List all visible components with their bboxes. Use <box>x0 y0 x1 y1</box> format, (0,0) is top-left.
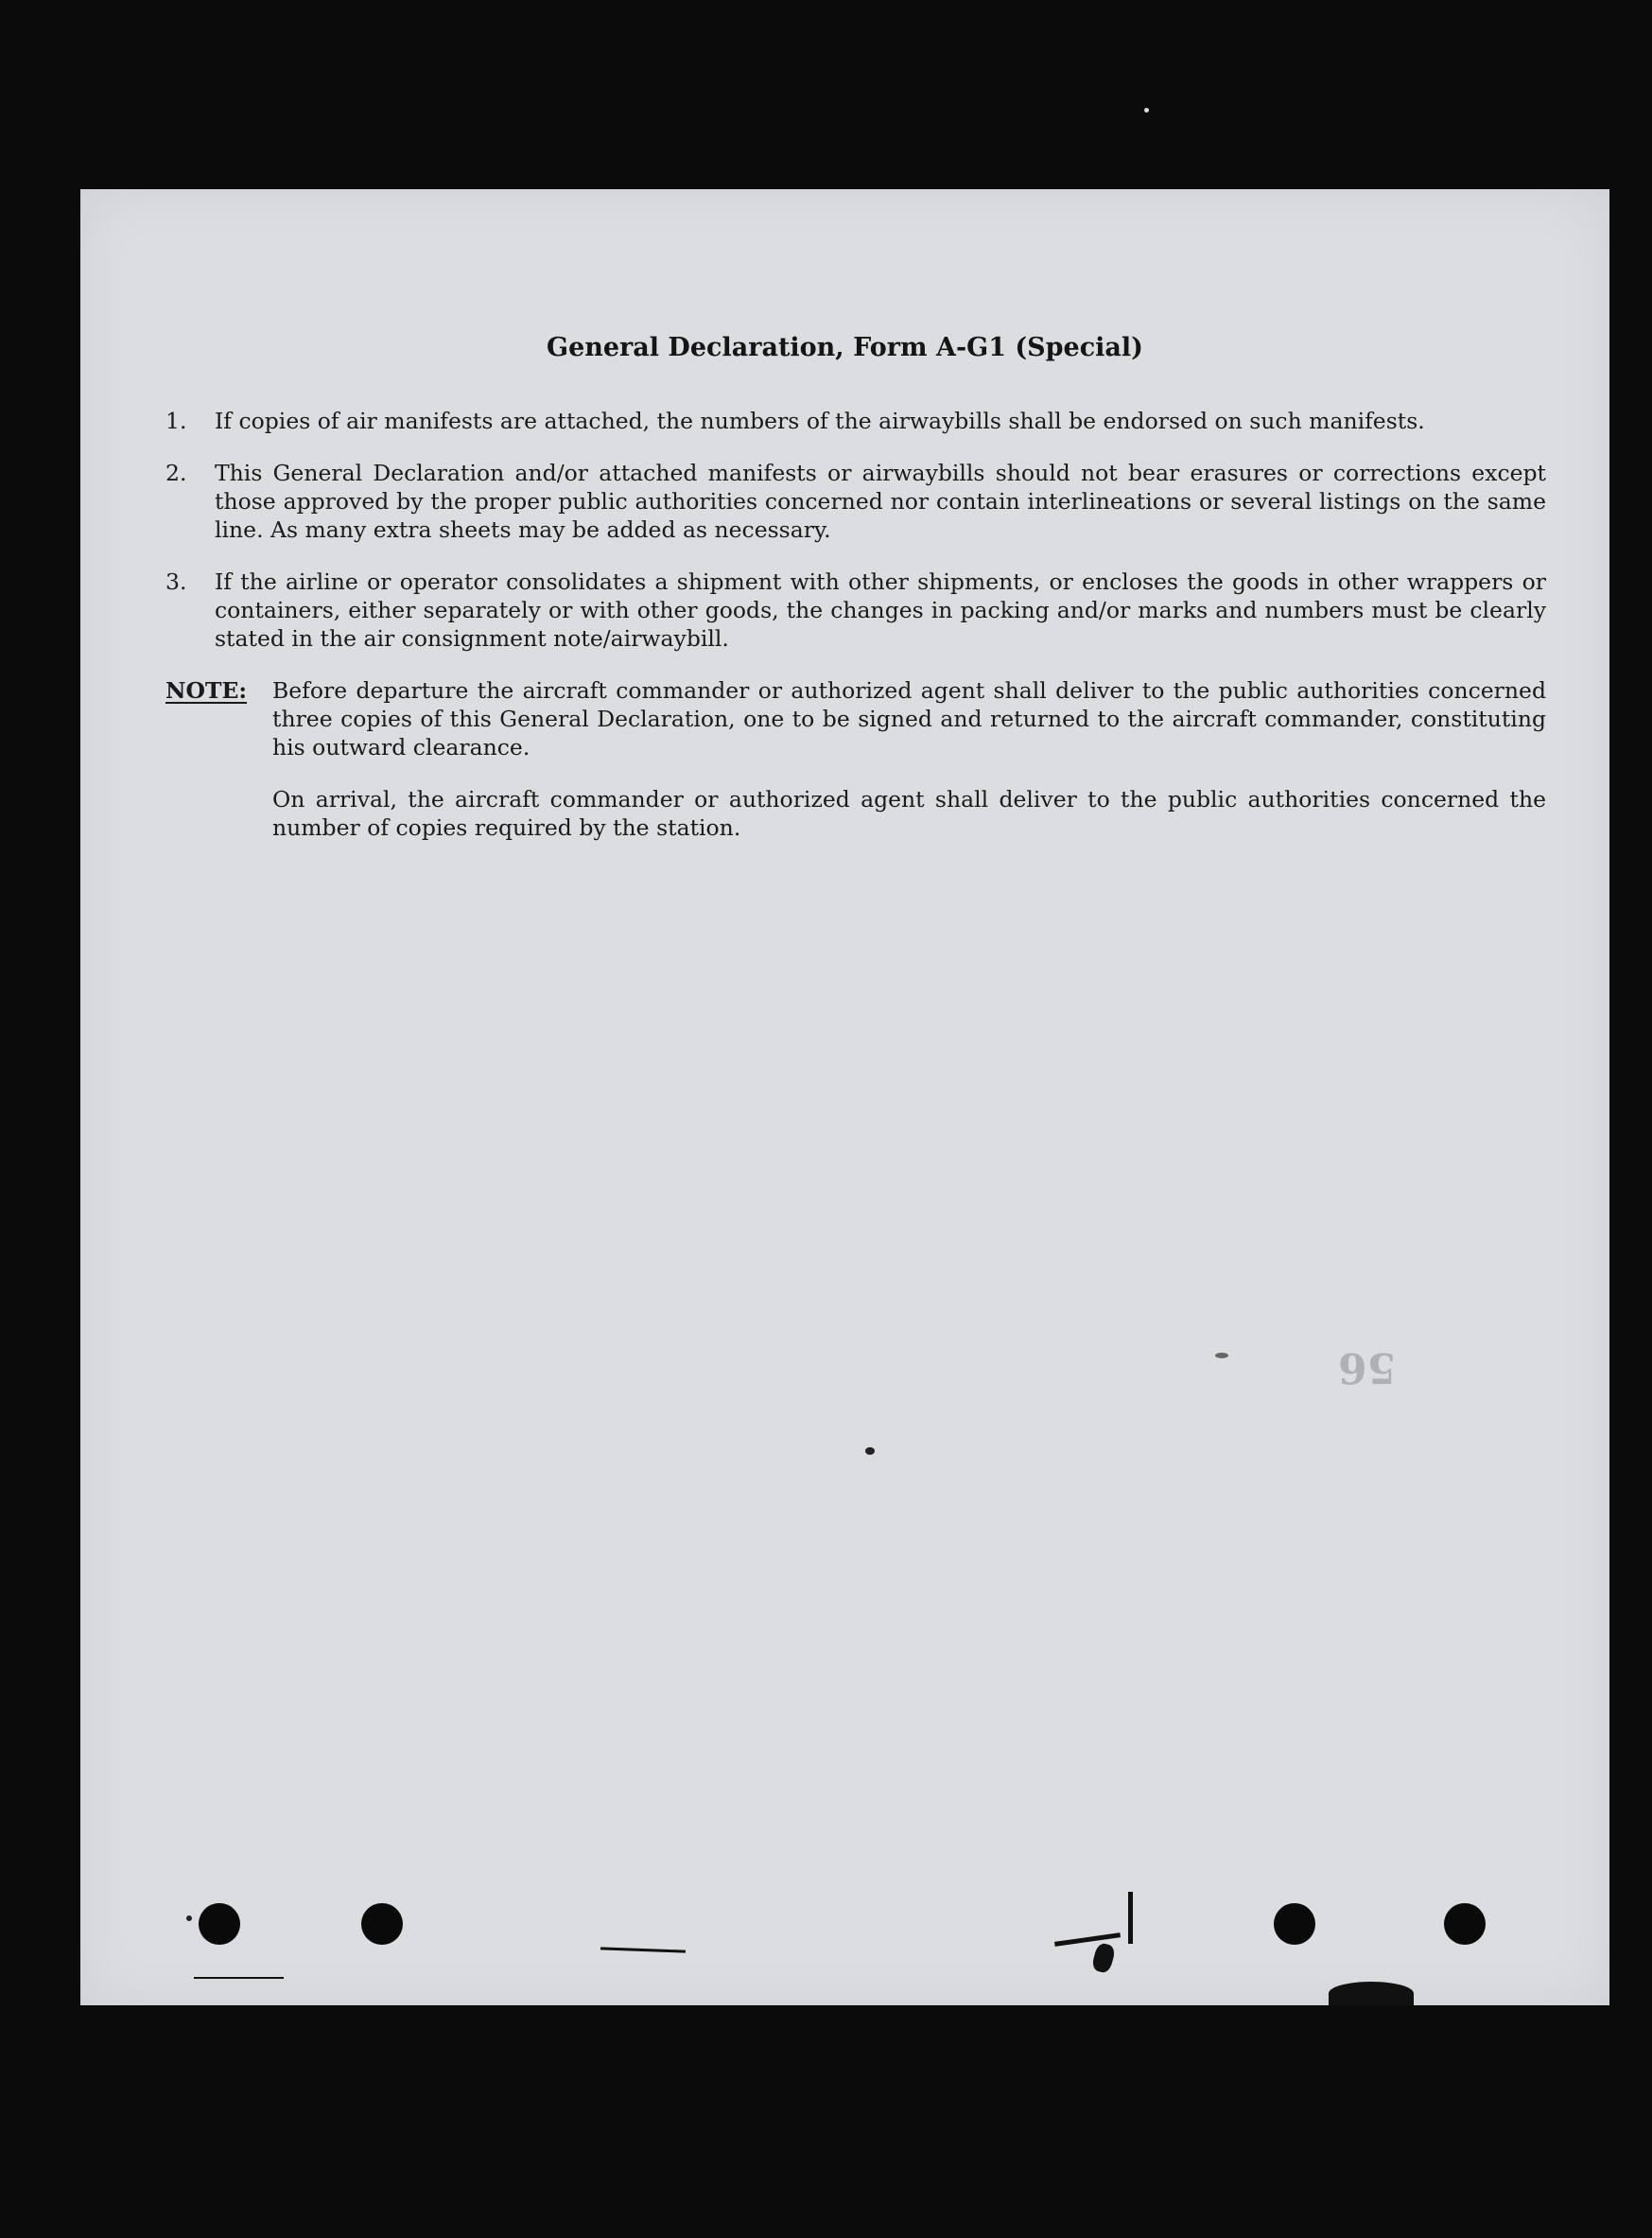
item-text: If copies of air manifests are attached, the numbers of the airwaybills shall be endorsed on such manifests. <box>215 408 1425 434</box>
dust-speck <box>1144 108 1149 113</box>
ink-smudge <box>1329 1982 1414 2005</box>
note-section <box>165 676 1546 842</box>
punch-hole <box>1274 1903 1315 1945</box>
instruction-item-1 <box>165 407 1546 435</box>
item-number: 2. <box>165 460 187 486</box>
note-paragraph-1: Before departure the aircraft commander or authorized agent shall deliver to the public authorities concerned three copies of this General Declaration, one to be signed and returned to the aircraft commander, constituting his outward clearance. <box>272 677 1546 761</box>
instruction-item-3 <box>165 568 1546 653</box>
item-text: This General Declaration and/or attached manifests or airwaybills should not bear erasures or corrections except those approved by the proper public authorities concerned nor contain interlineations or several listings on the same line. As many extra sheets may be added as necessary. <box>215 460 1546 543</box>
bleed-through-mark: 56 <box>1338 1343 1397 1391</box>
ink-smudge <box>1054 1932 1121 1947</box>
document-title: General Declaration, Form A-G1 (Special) <box>547 333 1143 362</box>
ink-smudge <box>1128 1892 1133 1944</box>
ink-speck <box>865 1447 875 1455</box>
punch-hole <box>361 1903 403 1945</box>
ink-speck <box>186 1915 192 1921</box>
instruction-item-2 <box>165 459 1546 544</box>
item-text: If the airline or operator consolidates a shipment with other shipments, or encloses the goods in other wrappers or containers, either separately or with other goods, the changes in packing and/or marks and numbers must be clearly stated in the air consignment note/airwaybill. <box>215 568 1546 652</box>
ink-smudge <box>194 1977 284 1979</box>
ink-smudge <box>1090 1942 1116 1974</box>
document-page <box>80 189 1609 2005</box>
note-paragraph-2: On arrival, the aircraft commander or authorized agent shall deliver to the public authorities concerned the number of copies required by the station. <box>272 786 1546 841</box>
item-number: 3. <box>165 568 187 595</box>
note-label: NOTE: <box>165 677 248 704</box>
punch-hole <box>1444 1903 1486 1945</box>
punch-hole <box>199 1903 240 1945</box>
item-number: 1. <box>165 408 187 434</box>
ink-speck <box>1215 1353 1228 1358</box>
ink-smudge <box>600 1947 686 1952</box>
